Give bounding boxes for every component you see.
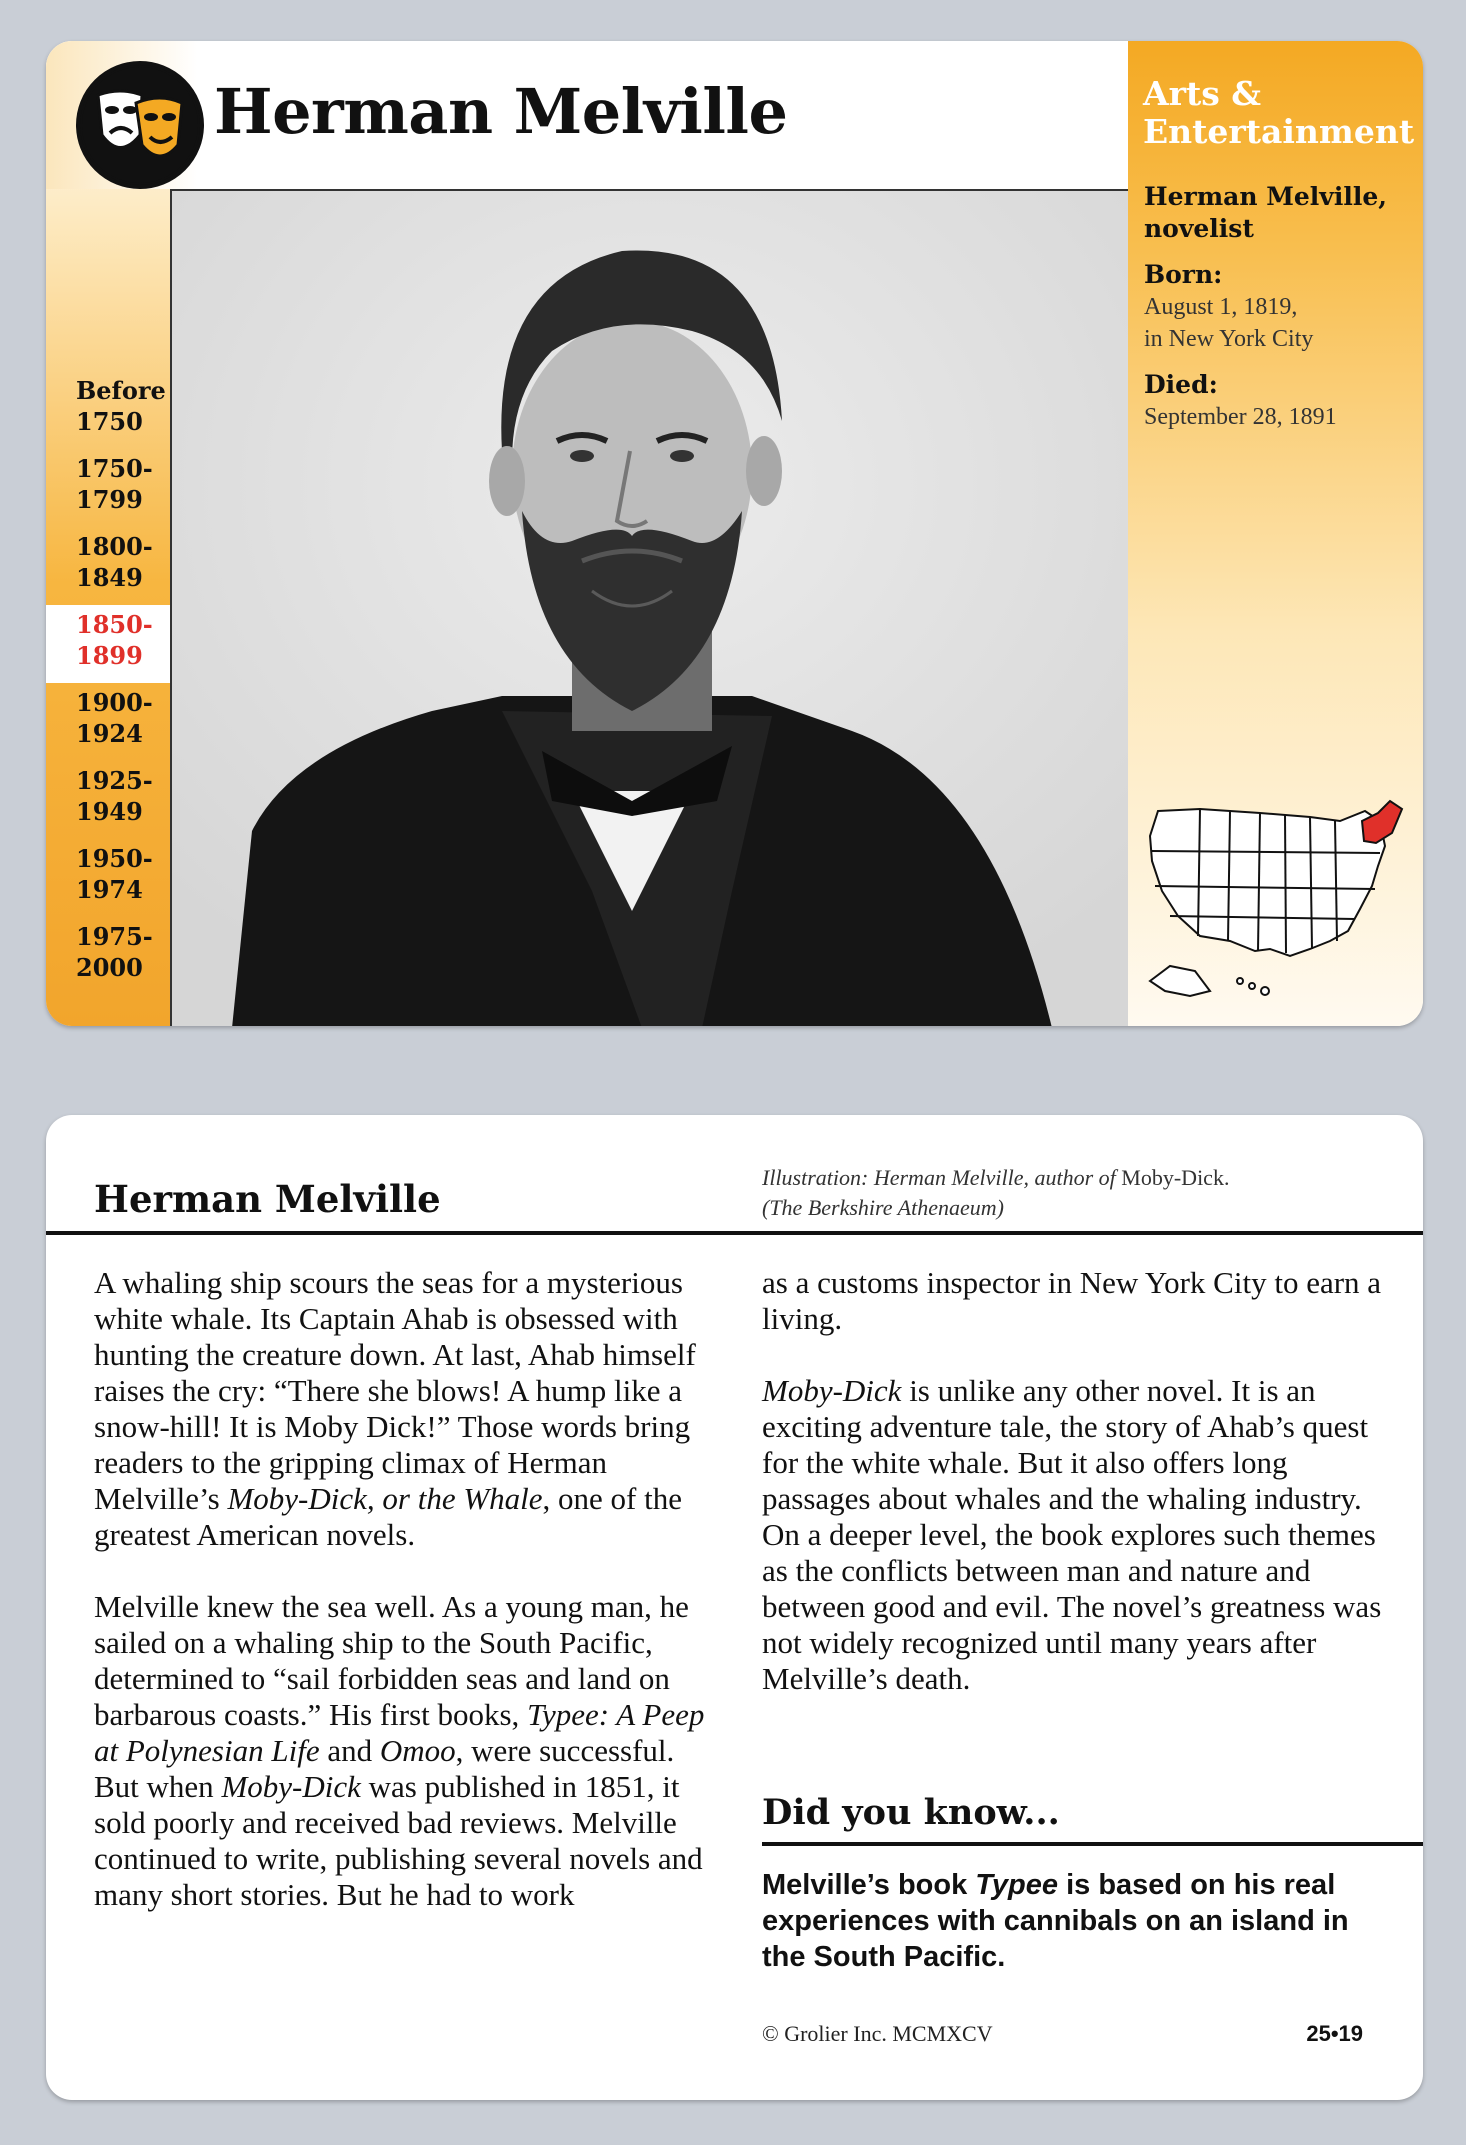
info-panel	[1128, 41, 1423, 1026]
did-you-know-text: Melville’s book Typee is based on his real experiences with cannibals on an island in the South Pacific.	[762, 1869, 1349, 1973]
us-map-icon	[1140, 791, 1410, 1001]
timeline-era: 1750- 1799	[76, 454, 153, 514]
copyright-notice: © Grolier Inc. MCMXCV	[762, 2021, 993, 2046]
timeline-era: 1950- 1974	[76, 844, 153, 904]
died-label: Died:	[1144, 370, 1218, 399]
article-left-column	[94, 1265, 714, 1949]
category-label: Arts & Entertainment	[1143, 74, 1415, 151]
born-label: Born:	[1144, 260, 1223, 289]
timeline-era: 1925- 1949	[76, 766, 153, 826]
era-timeline	[46, 371, 170, 995]
born-place: in New York City	[1144, 326, 1314, 352]
timeline-era: Before 1750	[76, 376, 166, 436]
did-you-know-heading: Did you know...	[762, 1792, 1060, 1833]
bio-facts	[1144, 181, 1414, 433]
illustration-caption: Illustration: Herman Melville, author of Moby-Dick. (The Berkshire Athenaeum)	[762, 1165, 1230, 1220]
timeline-era: 1800- 1849	[76, 532, 153, 592]
theater-masks-icon	[76, 61, 204, 189]
article-paragraph: Melville knew the sea well. As a young man, he sailed on a whaling ship to the South Pacific, determined to “sail forbidden seas and land on barbarous coasts.” His first books, Typee: A Peep at Polynesian Life and Omoo, were successful. But when Moby-Dick was published in 1851, it sold poorly and received bad reviews. Melville continued to write, publishing several novels and many short stories. But he had to work	[94, 1589, 705, 1912]
portrait-photo	[170, 189, 1128, 1026]
article-paragraph: as a customs inspector in New York City to earn a living.	[762, 1265, 1382, 1336]
timeline-era-active: 1850- 1899	[46, 605, 170, 683]
timeline-era: 1900- 1924	[76, 688, 153, 748]
did-you-know-rule	[762, 1842, 1423, 1846]
front-title: Herman Melville	[214, 75, 788, 148]
article-paragraph: A whaling ship scours the seas for a mysterious white whale. Its Captain Ahab is obsessed with hunting the creature down. At last, Ahab himself raises the cry: “There she blows! A hump like a snow-hill! It is Moby Dick!” Those words bring readers to the gripping climax of Herman Melville’s Moby-Dick, or the Whale, one of the greatest American novels.	[94, 1265, 696, 1552]
card-number: 25•19	[1306, 2021, 1363, 2046]
died-date: September 28, 1891	[1144, 404, 1337, 430]
header-rule	[46, 1231, 1423, 1235]
front-card	[46, 41, 1423, 1026]
back-card	[46, 1115, 1423, 2100]
article-right-column	[762, 1265, 1382, 1733]
subject-label: Herman Melville, novelist	[1144, 182, 1387, 243]
timeline-era: 1975- 2000	[76, 922, 153, 982]
back-title: Herman Melville	[94, 1177, 441, 1221]
article-paragraph: Moby-Dick is unlike any other novel. It is an exciting adventure tale, the story of Ahab’s quest for the white whale. But it also offers long passages about whales and the whaling industry. On a deeper level, the book explores such themes as the conflicts between man and nature and between good and evil. The novel’s greatness was not widely recognized until many years after Melville’s death.	[762, 1373, 1382, 1696]
born-date: August 1, 1819,	[1144, 294, 1298, 320]
